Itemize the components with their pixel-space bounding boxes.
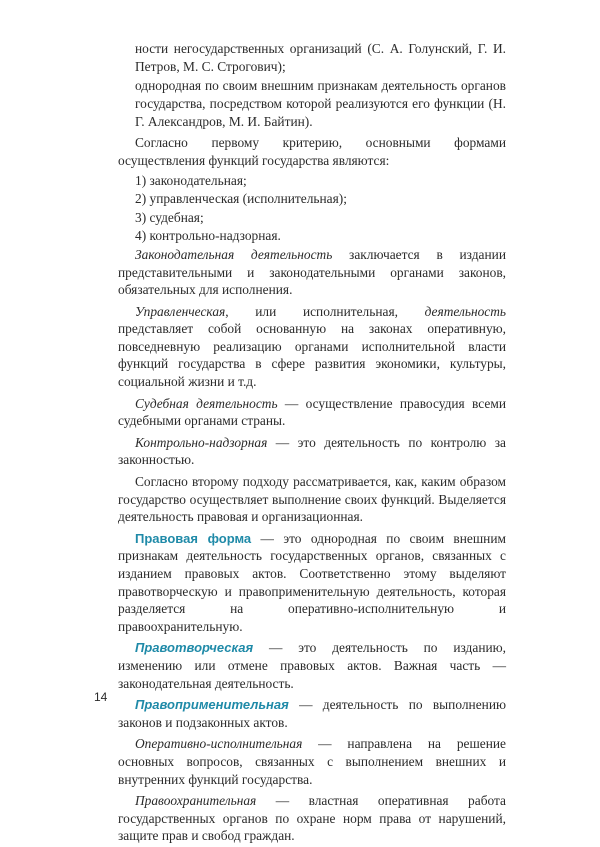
paragraph: однородная по своим внешним признакам деятельность органов государства, посредством которой реализуются его функции (Н. Г. Александров, М. И. Байтин). bbox=[135, 78, 506, 129]
italic-term: Судебная деятельность bbox=[135, 395, 278, 411]
paragraph-text: — это однородная по своим внешним признакам деятельность государственных органов, связанных с изданием правовых актов. Соответственно этому выделяют правотворческую и правоприменительную деятельность, которая разделяется на оперативно-исполнительную и правоохранительную. bbox=[118, 530, 506, 634]
highlighted-term: Правовая форма bbox=[135, 530, 252, 546]
italic-term: Законодательная деятельность bbox=[135, 246, 333, 262]
paragraph bbox=[118, 696, 506, 731]
paragraph bbox=[118, 792, 506, 845]
list-item: 1) законодательная; bbox=[135, 172, 247, 188]
italic-term: Управленческая bbox=[135, 303, 226, 319]
paragraph: Согласно первому критерию, основными формами осуществления функций государства являются: bbox=[118, 135, 506, 168]
list-item: 3) судебная; bbox=[135, 209, 204, 225]
paragraph bbox=[118, 246, 506, 299]
paragraph-text: — деятельность по выполнению законов и подзаконных актов. bbox=[118, 697, 506, 730]
paragraph-text: — властная оперативная работа государственных органов по охране норм права от нарушений, защите прав и свобод граждан. bbox=[118, 793, 506, 844]
paragraph bbox=[118, 735, 506, 788]
italic-term: деятельность bbox=[424, 303, 506, 319]
paragraph-text: — осуществление правосудия всеми судебными органами страны. bbox=[118, 395, 506, 429]
page-number: 14 bbox=[94, 690, 108, 704]
paragraph bbox=[118, 434, 506, 469]
italic-term: Оперативно-исполнительная bbox=[135, 736, 303, 752]
highlighted-term: Правоприменительная bbox=[135, 697, 289, 713]
paragraph bbox=[118, 639, 506, 692]
paragraph-text: , или исполнительная, bbox=[225, 303, 425, 319]
paragraph-text: — направлена на решение основных вопросов, связанных с выполнением внешних и внутренних функций государства. bbox=[118, 736, 506, 787]
paragraph: ности негосударственных организаций (С. А. Голунский, Г. И. Петров, М. С. Строгович); bbox=[135, 41, 506, 74]
italic-term: Контрольно-надзорная bbox=[135, 434, 268, 450]
paragraph-text: представляет собой основанную на законах оперативную, повседневную реализацию органами исполнительной власти функций государства в сфере развития экономики, культуры, социальной жизни и т.д. bbox=[118, 321, 506, 390]
highlighted-term: Правотворческая bbox=[135, 640, 254, 656]
paragraph-text: — это деятельность по изданию, изменению или отмене правовых актов. Важная часть — законодательная деятельность. bbox=[118, 640, 506, 691]
paragraph-text: заключается в издании представительными и законодательными органами законов, обязательных для исполнения. bbox=[118, 246, 506, 298]
paragraph bbox=[118, 395, 506, 430]
paragraph bbox=[118, 530, 506, 636]
paragraph bbox=[118, 303, 506, 391]
body-text bbox=[118, 40, 506, 847]
italic-term: Правоохранительная bbox=[135, 793, 257, 809]
paragraph-text: — это деятельность по контролю за законностью. bbox=[118, 434, 506, 468]
list-item: 2) управленческая (исполнительная); bbox=[135, 191, 347, 207]
paragraph: Согласно второму подходу рассматривается, как, каким образом государство осуществляет выполнение своих функций. Выделяется деятельность правовая и организационная. bbox=[118, 474, 506, 525]
list-item: 4) контрольно-надзорная. bbox=[135, 228, 281, 244]
